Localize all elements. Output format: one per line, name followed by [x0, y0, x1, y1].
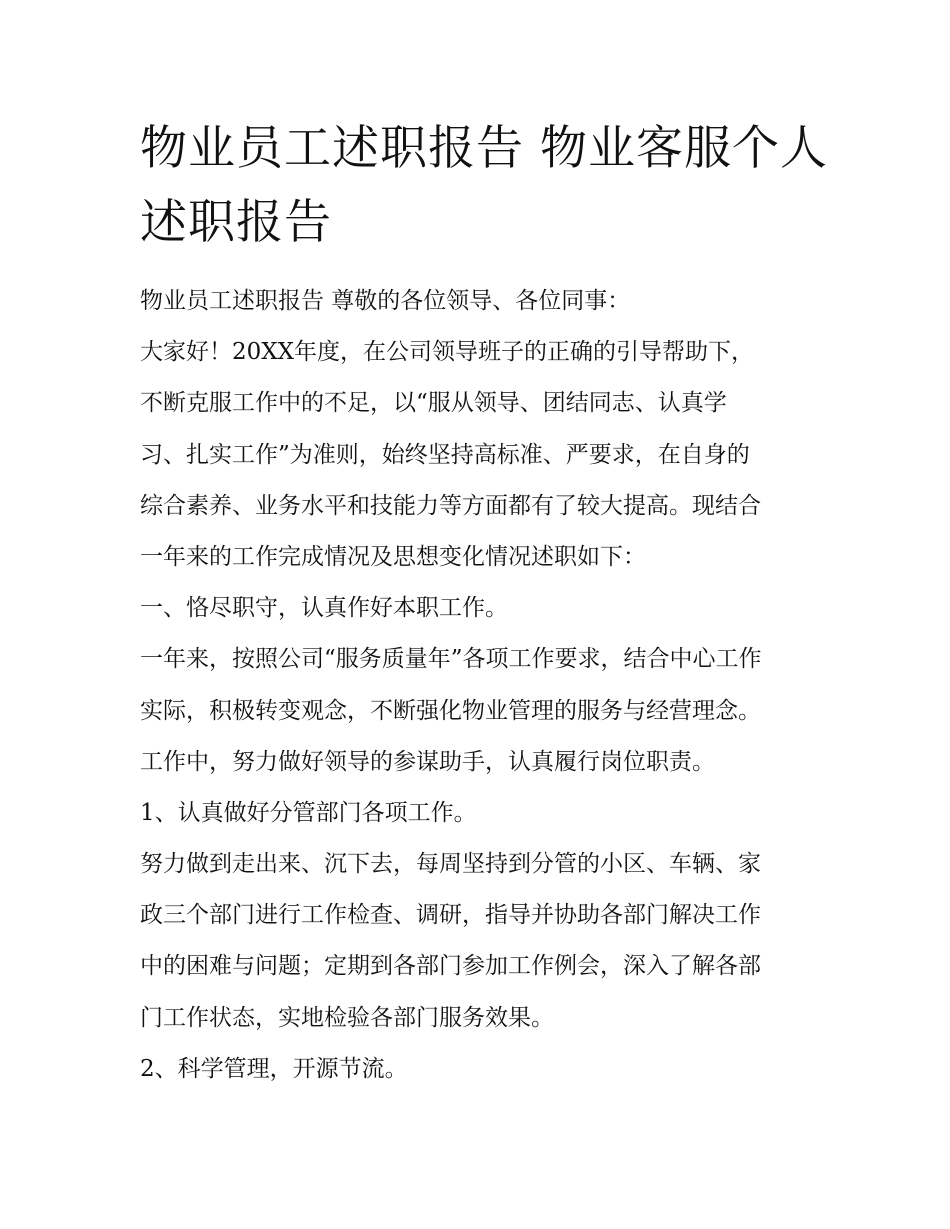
- body-line: 物业员工述职报告 尊敬的各位领导、各位同事：: [140, 288, 631, 314]
- document-body: [140, 276, 830, 1095]
- body-line: 不断克服工作中的不足，以“服从领导、团结同志、认真学: [140, 390, 727, 417]
- body-line: 门工作状态，实地检验各部门服务效果。: [140, 1004, 554, 1031]
- body-line: 中的困难与问题；定期到各部门参加工作例会，深入了解各部: [140, 953, 761, 980]
- body-line: 政三个部门进行工作检查、调研，指导并协助各部门解决工作: [140, 902, 761, 929]
- body-line: 努力做到走出来、沉下去，每周坚持到分管的小区、车辆、家: [140, 851, 761, 878]
- body-line: 习、扎实工作”为准则，始终坚持高标准、严要求，在自身的: [140, 441, 750, 468]
- section-heading: 一、恪尽职守，认真作好本职工作。: [140, 595, 508, 622]
- body-line: 综合素养、业务水平和技能力等方面都有了较大提高。现结合: [140, 492, 761, 519]
- body-line: 一年来，按照公司“服务质量年”各项工作要求，结合中心工作: [140, 646, 762, 673]
- subsection-heading: 2、科学管理，开源节流。: [140, 1055, 408, 1082]
- body-line: 一年来的工作完成情况及思想变化情况述职如下：: [140, 543, 646, 570]
- body-line: 大家好！20XX年度，在公司领导班子的正确的引导帮助下，: [140, 339, 755, 366]
- body-line: 工作中，努力做好领导的参谋助手，认真履行岗位职责。: [140, 748, 715, 775]
- subsection-heading: 1、认真做好分管部门各项工作。: [140, 799, 477, 826]
- document-title: 物业员工述职报告 物业客服个人述职报告: [140, 121, 828, 250]
- body-line: 实际，积极转变观念，不断强化物业管理的服务与经营理念。: [140, 697, 761, 724]
